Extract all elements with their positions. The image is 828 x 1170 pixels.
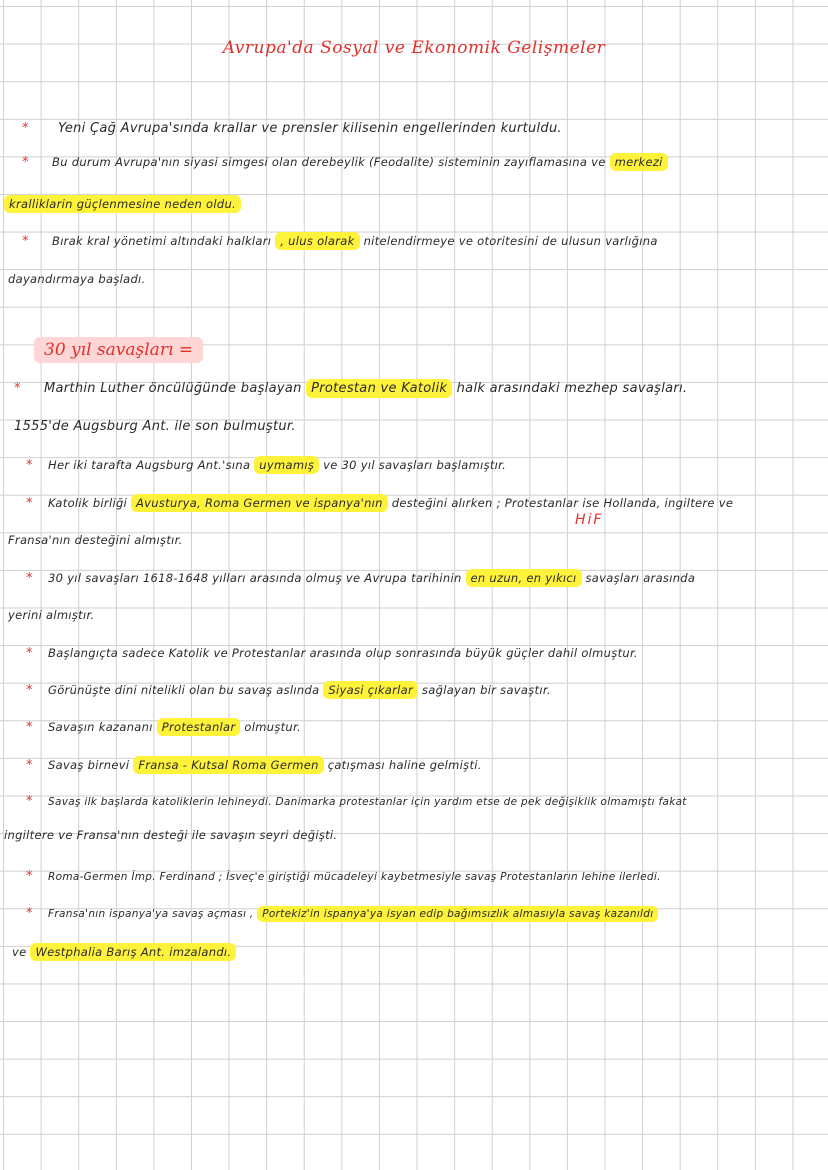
bullet-star-icon: * xyxy=(26,720,33,735)
highlight: Portekiz'in ispanya'ya isyan edip bağımsızlık almasıyla savaş kazanıldı xyxy=(257,906,658,922)
handwritten-note: HiF xyxy=(575,512,604,528)
intro-line-3 xyxy=(4,195,241,213)
war-line-b: * Her iki tarafta Augsburg Ant.'sına uymamış ve 30 yıl savaşları başlamıştır. xyxy=(26,458,507,473)
highlight: merkezi xyxy=(610,153,668,171)
highlight: Siyasi çıkarlar xyxy=(323,681,418,699)
highlight: Avusturya, Roma Germen ve ispanya'nın xyxy=(131,494,388,512)
intro-line-2: * Bu durum Avrupa'nın siyasi simgesi olan derebeylik (Feodalite) sisteminin zayıflamasına ve merkezi xyxy=(22,153,668,172)
highlight: Fransa - Kutsal Roma Germen xyxy=(133,756,323,774)
war-line-k: * Fransa'nın ispanya'ya savaş açması , Portekiz'in ispanya'ya isyan edip bağımsızlık almasıyla savaş kazanıldı xyxy=(26,905,658,923)
war-line-i: * Savaş ilk başlarda katoliklerin lehineydi. Danimarka protestanlar için yardım etse de pek değişiklik olmamıştı fakat xyxy=(26,794,687,809)
war-line-d: * 30 yıl savaşları 1618-1648 yılları arasında olmuş ve Avrupa tarihinin en uzun, en yıkıcı savaşları arasında xyxy=(26,571,696,586)
bullet-star-icon: * xyxy=(26,646,33,661)
war-line-k2: ve Westphalia Barış Ant. imzalandı. xyxy=(12,943,236,961)
war-line-a2: 1555'de Augsburg Ant. ile son bulmuştur. xyxy=(14,419,296,434)
bullet-star-icon: * xyxy=(26,869,33,884)
bullet-star-icon: * xyxy=(22,155,29,170)
highlight: en uzun, en yıkıcı xyxy=(466,569,582,587)
war-line-c2: Fransa'nın desteğini almıştır. xyxy=(8,533,183,547)
highlight: uymamış xyxy=(254,456,319,474)
bullet-star-icon: * xyxy=(26,794,33,809)
bullet-star-icon: * xyxy=(22,121,29,136)
bullet-star-icon: * xyxy=(26,758,33,773)
bullet-star-icon: * xyxy=(26,906,33,921)
intro-line-4: * Bırak kral yönetimi altındaki halkları , ulus olarak nitelendirmeye ve otoritesini de ulusun varlığına xyxy=(22,234,658,249)
highlight: kralliklarin güçlenmesine neden oldu. xyxy=(4,195,241,213)
bullet-star-icon: * xyxy=(26,571,33,586)
page-title: Avrupa'da Sosyal ve Ekonomik Gelişmeler xyxy=(222,38,606,58)
bullet-star-icon: * xyxy=(26,683,33,698)
war-line-i2: ingiltere ve Fransa'nın desteği ile savaşın seyri değişti. xyxy=(4,828,338,842)
war-line-g: * Savaşın kazananı Protestanlar olmuştur. xyxy=(26,720,301,735)
section-heading: 30 yıl savaşları = xyxy=(34,337,203,363)
highlight: Protestanlar xyxy=(157,718,241,736)
war-line-h: * Savaş birnevi Fransa - Kutsal Roma Germen çatışması haline gelmişti. xyxy=(26,758,482,773)
war-line-a: * Marthin Luther öncülüğünde başlayan Protestan ve Katolik halk arasındaki mezhep savaşları. xyxy=(14,381,688,396)
war-line-d2: yerini almıştır. xyxy=(8,608,95,622)
highlight: Westphalia Barış Ant. imzalandı. xyxy=(30,943,236,961)
intro-line-5: dayandırmaya başladı. xyxy=(8,272,146,286)
war-line-e: * Başlangıçta sadece Katolik ve Protestanlar arasında olup sonrasında büyük güçler dahil olmuştur. xyxy=(26,646,638,661)
highlight: , ulus olarak xyxy=(275,232,359,250)
war-line-f: * Görünüşte dini nitelikli olan bu savaş aslında Siyasi çıkarlar sağlayan bir savaştır. xyxy=(26,683,551,698)
highlight: Protestan ve Katolik xyxy=(306,379,452,398)
bullet-star-icon: * xyxy=(22,234,29,249)
war-line-j: * Roma-Germen İmp. Ferdinand ; İsveç'e giriştiği mücadeleyi kaybetmesiyle savaş Protestanların lehine ilerledi. xyxy=(26,869,661,884)
war-line-c: * Katolik birliği Avusturya, Roma Germen ve ispanya'nın desteğini alırken ; Protestanlar ise Hollanda, ingiltere ve xyxy=(26,496,734,511)
bullet-star-icon: * xyxy=(26,458,33,473)
intro-line-1: * Yeni Çağ Avrupa'sında krallar ve prensler kilisenin engellerinden kurtuldu. xyxy=(22,121,562,136)
bullet-star-icon: * xyxy=(26,496,33,511)
bullet-star-icon: * xyxy=(14,381,21,396)
